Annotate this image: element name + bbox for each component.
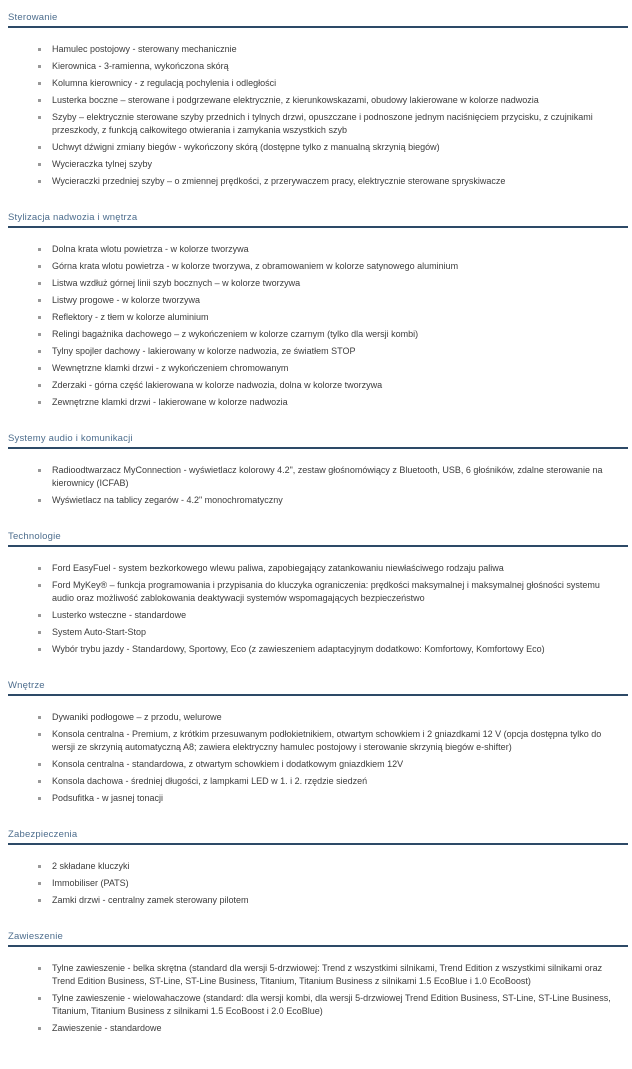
spec-section [0,202,632,423]
bullet-icon [38,282,41,285]
feature-item [38,111,622,137]
bullet-icon [38,865,41,868]
feature-text: Radioodtwarzacz MyConnection - wyświetlacz kolorowy 4.2", zestaw głośnomówiący z Bluetooth, USB, 6 głośników, zdalne sterowanie na kierownicy (ICFAB) [52,465,603,488]
feature-list [0,28,632,202]
bullet-icon [38,248,41,251]
feature-item [38,43,622,56]
feature-text: 2 składane kluczyki [52,861,130,871]
feature-item [38,775,622,788]
feature-text: Uchwyt dźwigni zmiany biegów - wykończony skórą (dostępne tylko z manualną skrzynią biegów) [52,142,440,152]
bullet-icon [38,65,41,68]
spec-section [0,670,632,819]
bullet-icon [38,882,41,885]
feature-text: Tylne zawieszenie - wielowahaczowe (standard: dla wersji kombi, dla wersji 5-drzwiowej Trend Edition Business, ST-Line, ST-Line Business, Titanium, Titanium Business z silnikami 1.5 EcoBoost i 2.0 EcoBlue) [52,993,611,1016]
feature-text: Lusterka boczne – sterowane i podgrzewane elektrycznie, z kierunkowskazami, obudowy lakierowane w kolorze nadwozia [52,95,539,105]
bullet-icon [38,99,41,102]
feature-text: Wycieraczki przedniej szyby – o zmiennej prędkości, z przerywaczem pracy, elektrycznie sterowane spryskiwacze [52,176,506,186]
feature-text: Górna krata wlotu powietrza - w kolorze tworzywa, z obramowaniem w kolorze satynowego aluminium [52,261,459,271]
feature-item [38,1022,622,1035]
feature-text: Zewnętrzne klamki drzwi - lakierowane w kolorze nadwozia [52,397,288,407]
section-title: Sterowanie [8,12,58,23]
feature-item [38,60,622,73]
feature-text: Konsola centralna - standardowa, z otwartym schowkiem i dodatkowym gniazdkiem 12V [52,759,404,769]
bullet-icon [38,648,41,651]
bullet-icon [38,384,41,387]
feature-item [38,260,622,273]
feature-list [0,547,632,670]
bullet-icon [38,116,41,119]
section-title: Technologie [8,531,61,542]
feature-list [0,845,632,921]
bullet-icon [38,265,41,268]
feature-list [0,449,632,521]
feature-item [38,345,622,358]
feature-list [0,696,632,819]
section-title: Zabezpieczenia [8,829,78,840]
section-title: Systemy audio i komunikacji [8,433,133,444]
feature-item [38,579,622,605]
feature-text: System Auto-Start-Stop [52,627,147,637]
feature-text: Zamki drzwi - centralny zamek sterowany pilotem [52,895,249,905]
feature-text: Szyby – elektrycznie sterowane szyby przednich i tylnych drzwi, opuszczane i podnoszone jednym naciśnięciem przycisku, z czujnikami przeszkody, z funkcją całkowitego otwierania i zamykania wszystkich szyb [52,112,593,135]
feature-item [38,277,622,290]
section-title: Stylizacja nadwozia i wnętrza [8,212,138,223]
feature-item [38,294,622,307]
feature-text: Hamulec postojowy - sterowany mechanicznie [52,44,237,54]
feature-item [38,877,622,890]
feature-text: Dywaniki podłogowe – z przodu, welurowe [52,712,222,722]
spec-section [0,921,632,1049]
spec-section [0,2,632,202]
feature-item [38,643,622,656]
feature-text: Zawieszenie - standardowe [52,1023,162,1033]
bullet-icon [38,333,41,336]
bullet-icon [38,82,41,85]
feature-item [38,158,622,171]
feature-item [38,860,622,873]
bullet-icon [38,614,41,617]
bullet-icon [38,797,41,800]
feature-text: Lusterko wsteczne - standardowe [52,610,187,620]
feature-item [38,94,622,107]
feature-item [38,77,622,90]
feature-item [38,311,622,324]
bullet-icon [38,584,41,587]
feature-item [38,464,622,490]
feature-item [38,792,622,805]
feature-item [38,379,622,392]
bullet-icon [38,48,41,51]
bullet-icon [38,631,41,634]
bullet-icon [38,1027,41,1030]
feature-item [38,328,622,341]
bullet-icon [38,146,41,149]
bullet-icon [38,350,41,353]
bullet-icon [38,780,41,783]
feature-text: Immobiliser (PATS) [52,878,129,888]
feature-text: Konsola dachowa - średniej długości, z lampkami LED w 1. i 2. rzędzie siedzeń [52,776,368,786]
feature-item [38,758,622,771]
feature-text: Tylne zawieszenie - belka skrętna (standard dla wersji 5-drzwiowej: Trend z wszystkimi silnikami, Trend Edition z wszystkimi silnikami oraz Trend Edition Business, ST-Line, ST-Line Business, Titanium, Titanium Business z silnikami 1.5 EcoBlue i 1.0 EcoBoost) [52,963,603,986]
feature-text: Zderzaki - górna część lakierowana w kolorze nadwozia, dolna w kolorze tworzywa [52,380,383,390]
feature-item [38,728,622,754]
spec-section [0,819,632,921]
feature-item [38,362,622,375]
bullet-icon [38,763,41,766]
bullet-icon [38,180,41,183]
bullet-icon [38,967,41,970]
bullet-icon [38,733,41,736]
feature-text: Wewnętrzne klamki drzwi - z wykończeniem chromowanym [52,363,289,373]
feature-text: Kierownica - 3-ramienna, wykończona skórą [52,61,229,71]
feature-text: Wycieraczka tylnej szyby [52,159,152,169]
feature-text: Ford EasyFuel - system bezkorkowego wlewu paliwa, zapobiegający zatankowaniu niewłaściwego rodzaju paliwa [52,563,504,573]
feature-item [38,894,622,907]
feature-text: Reflektory - z tłem w kolorze aluminium [52,312,209,322]
bullet-icon [38,716,41,719]
feature-item [38,175,622,188]
section-title: Zawieszenie [8,931,64,942]
bullet-icon [38,299,41,302]
feature-list [0,947,632,1049]
feature-item [38,992,622,1018]
feature-text: Listwy progowe - w kolorze tworzywa [52,295,201,305]
feature-text: Wybór trybu jazdy - Standardowy, Sportowy, Eco (z zawieszeniem adaptacyjnym dodatkowo: Komfortowy, Komfortowy Eco) [52,644,545,654]
feature-item [38,609,622,622]
section-title: Wnętrze [8,680,45,691]
feature-list [0,228,632,423]
spec-section [0,521,632,670]
feature-item [38,962,622,988]
feature-item [38,243,622,256]
feature-text: Listwa wzdłuż górnej linii szyb bocznych – w kolorze tworzywa [52,278,301,288]
feature-text: Konsola centralna - Premium, z krótkim przesuwanym podłokietnikiem, otwartym schowkiem i 2 gniazdkami 12 V (opcja dostępna tylko do wersji ze skrzynią automatyczną A8; zawiera elektryczny hamulec postojowy i sterowanie skrzynią biegów e-shifter) [52,729,602,752]
feature-item [38,396,622,409]
feature-item [38,141,622,154]
bullet-icon [38,469,41,472]
feature-text: Relingi bagażnika dachowego – z wykończeniem w kolorze czarnym (tylko dla wersji kombi) [52,329,419,339]
feature-text: Wyświetlacz na tablicy zegarów - 4.2" monochromatyczny [52,495,283,505]
bullet-icon [38,997,41,1000]
feature-item [38,494,622,507]
feature-item [38,562,622,575]
feature-text: Tylny spojler dachowy - lakierowany w kolorze nadwozia, ze światłem STOP [52,346,356,356]
bullet-icon [38,316,41,319]
bullet-icon [38,499,41,502]
feature-text: Ford MyKey® – funkcja programowania i przypisania do kluczyka ograniczenia: prędkości maksymalnej i maksymalnej głośności systemu audio oraz możliwość zablokowania deaktywacji systemów wspomagających bezpieczeństwo [52,580,600,603]
bullet-icon [38,899,41,902]
feature-text: Kolumna kierownicy - z regulacją pochylenia i odległości [52,78,277,88]
feature-item [38,711,622,724]
feature-text: Podsufitka - w jasnej tonacji [52,793,164,803]
feature-text: Dolna krata wlotu powietrza - w kolorze tworzywa [52,244,249,254]
spec-section [0,423,632,521]
bullet-icon [38,567,41,570]
bullet-icon [38,367,41,370]
bullet-icon [38,163,41,166]
feature-item [38,626,622,639]
bullet-icon [38,401,41,404]
